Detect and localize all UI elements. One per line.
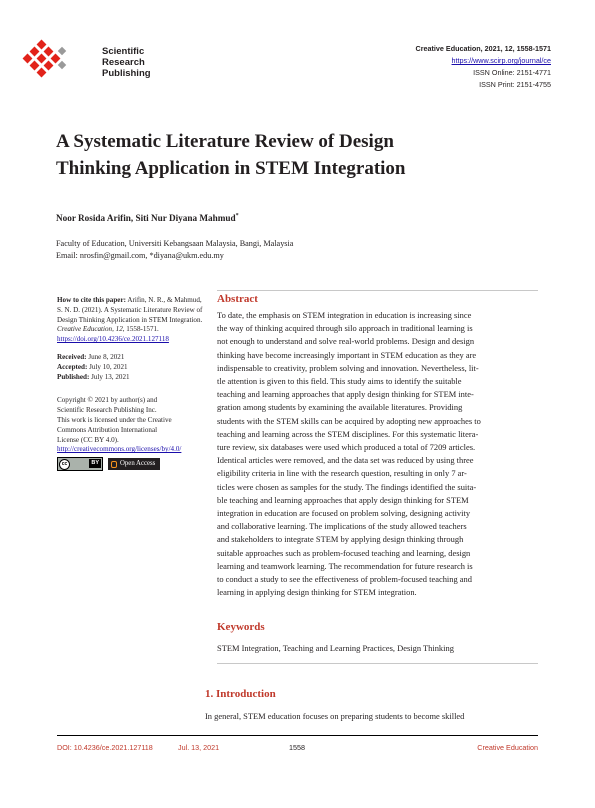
copyright-line: License (CC BY 4.0).: [57, 435, 119, 444]
accepted-label: Accepted:: [57, 362, 88, 371]
license-link[interactable]: http://creativecommons.org/licenses/by/4.0/: [57, 445, 182, 454]
cite-journal: Creative Education, 12,: [57, 325, 125, 334]
publisher-name-line-1: Scientific: [102, 46, 145, 57]
email-line: [56, 251, 224, 260]
cc-icon: cc: [59, 459, 70, 470]
keywords-heading: Keywords: [217, 621, 265, 633]
copyright-block: [57, 396, 207, 471]
copyright-line: Scientific Research Publishing Inc.: [57, 406, 157, 415]
footer-page-number: 1558: [289, 743, 305, 752]
accepted-date: July 10, 2021: [89, 362, 128, 371]
abstract-line: learning in applying design thinking for STEM integration.: [217, 587, 417, 598]
published-date: July 13, 2021: [91, 372, 130, 381]
copyright-line: This work is licensed under the Creative: [57, 415, 172, 424]
abstract-line: thinking have become increasingly important in STEM education as they are: [217, 349, 477, 360]
abstract-line: ticles were chosen as samples for the study. The findings identified the suita-: [217, 481, 477, 492]
abstract-line: teaching and learning across the STEM disciplines. For this systematic litera-: [217, 428, 479, 439]
citation-block: [57, 296, 207, 345]
keywords-list: STEM Integration, Teaching and Learning Practices, Design Thinking: [217, 643, 454, 653]
article-info-sidebar: [57, 296, 207, 479]
cc-by-license-icon[interactable]: [57, 457, 103, 471]
paper-title-line-2: Thinking Application in STEM Integration: [56, 158, 406, 179]
author-list: [56, 213, 239, 223]
abstract-line: not enough to understand and solve real-world problems. Design and design: [217, 336, 475, 347]
published-label: Published:: [57, 372, 90, 381]
abstract-line: eligibility criteria in line with the research question, resulting in only 7 ar-: [217, 468, 467, 479]
paper-title: [56, 128, 556, 182]
received-date: June 8, 2021: [88, 352, 125, 361]
abstract-line: to conduct a study to see the effectiveness of problem-focused teaching and: [217, 574, 472, 585]
email-value: nrosfin@gmail.com, *diyana@ukm.edu.my: [79, 251, 224, 260]
journal-url-link[interactable]: https://www.scirp.org/journal/ce: [451, 56, 551, 65]
abstract-line: indispensable to creativity, problem solving and innovation. Nevertheless, lit-: [217, 362, 479, 373]
dates-block: [57, 353, 207, 382]
copyright-line: Commons Attribution International: [57, 425, 158, 434]
introduction-text: In general, STEM education focuses on preparing students to become skilled: [205, 711, 465, 721]
corresponding-mark: *: [235, 213, 239, 219]
abstract-line: gration among students by examining the available literatures. Providing: [217, 402, 463, 413]
abstract-line: ture review, six databases were used which produced a total of 7209 articles.: [217, 442, 476, 453]
abstract-line: and stakeholders to integrate STEM by applying design thinking through: [217, 534, 464, 545]
cite-label: How to cite this paper:: [57, 296, 126, 304]
abstract-line: learning and teamwork learning. The recommendation for future research is: [217, 560, 473, 571]
abstract-line: suitable approaches such as problem-focused teaching and learning, design: [217, 547, 471, 558]
abstract-line: tle attention is given to this field. This study aims to identify the suitable: [217, 376, 462, 387]
abstract-line: Identical articles were removed, and the data set was reduced by using three: [217, 455, 474, 466]
abstract-line: ble teaching and learning approaches that apply design thinking for STEM: [217, 494, 469, 505]
abstract-line: and collaborative learning. The implications of the study allowed teachers: [217, 521, 467, 532]
copyright-line: Copyright © 2021 by author(s) and: [57, 396, 158, 405]
abstract-line: To date, the emphasis on STEM integration in education is increasing since: [217, 310, 472, 320]
by-label: BY: [91, 460, 99, 467]
open-lock-icon: [111, 461, 117, 468]
publisher-name-line-3: Publishing: [102, 68, 151, 79]
doi-link[interactable]: https://doi.org/10.4236/ce.2021.127118: [57, 335, 169, 344]
cite-text: Arifin, N. R., & Mahmud, S. N. D. (2021). A Systematic Literature Review of Design Thinking Application in STEM Integration.: [57, 296, 203, 324]
author-names: Noor Rosida Arifin, Siti Nur Diyana Mahmud: [56, 213, 236, 224]
introduction-heading: 1. Introduction: [205, 688, 276, 700]
abstract-line: teaching and learning approaches that apply design thinking for STEM inte-: [217, 389, 474, 400]
open-access-label: Open Access: [120, 460, 156, 468]
affiliation: Faculty of Education, Universiti Kebangsaan Malaysia, Bangi, Malaysia: [56, 239, 294, 248]
email-label: Email:: [56, 251, 78, 260]
publisher-logo-icon: [22, 39, 100, 79]
cite-pages: 1558-1571.: [126, 325, 159, 334]
publisher-name-line-2: Research: [102, 57, 145, 68]
received-label: Received:: [57, 352, 87, 361]
footer-journal: Creative Education: [477, 743, 538, 752]
footer-doi: DOI: 10.4236/ce.2021.127118: [57, 743, 153, 752]
abstract-body: [217, 309, 538, 599]
open-access-badge: [108, 458, 160, 470]
abstract-line: the way of thinking acquired through silo approach in traditional learning is: [217, 323, 473, 334]
abstract-line: integration in education are focused on problem solving, designing activity: [217, 508, 471, 519]
journal-citation: Creative Education, 2021, 12, 1558-1571: [415, 44, 551, 53]
abstract-heading: Abstract: [217, 293, 258, 305]
issn-online: ISSN Online: 2151-4771: [473, 68, 551, 77]
footer-date: Jul. 13, 2021: [178, 743, 220, 752]
abstract-line: students with the STEM skills can be acquired by adopting new approaches to: [217, 415, 481, 426]
issn-print: ISSN Print: 2151-4755: [479, 80, 551, 89]
paper-title-line-1: A Systematic Literature Review of Design: [56, 131, 394, 152]
abstract-section: [217, 293, 538, 599]
